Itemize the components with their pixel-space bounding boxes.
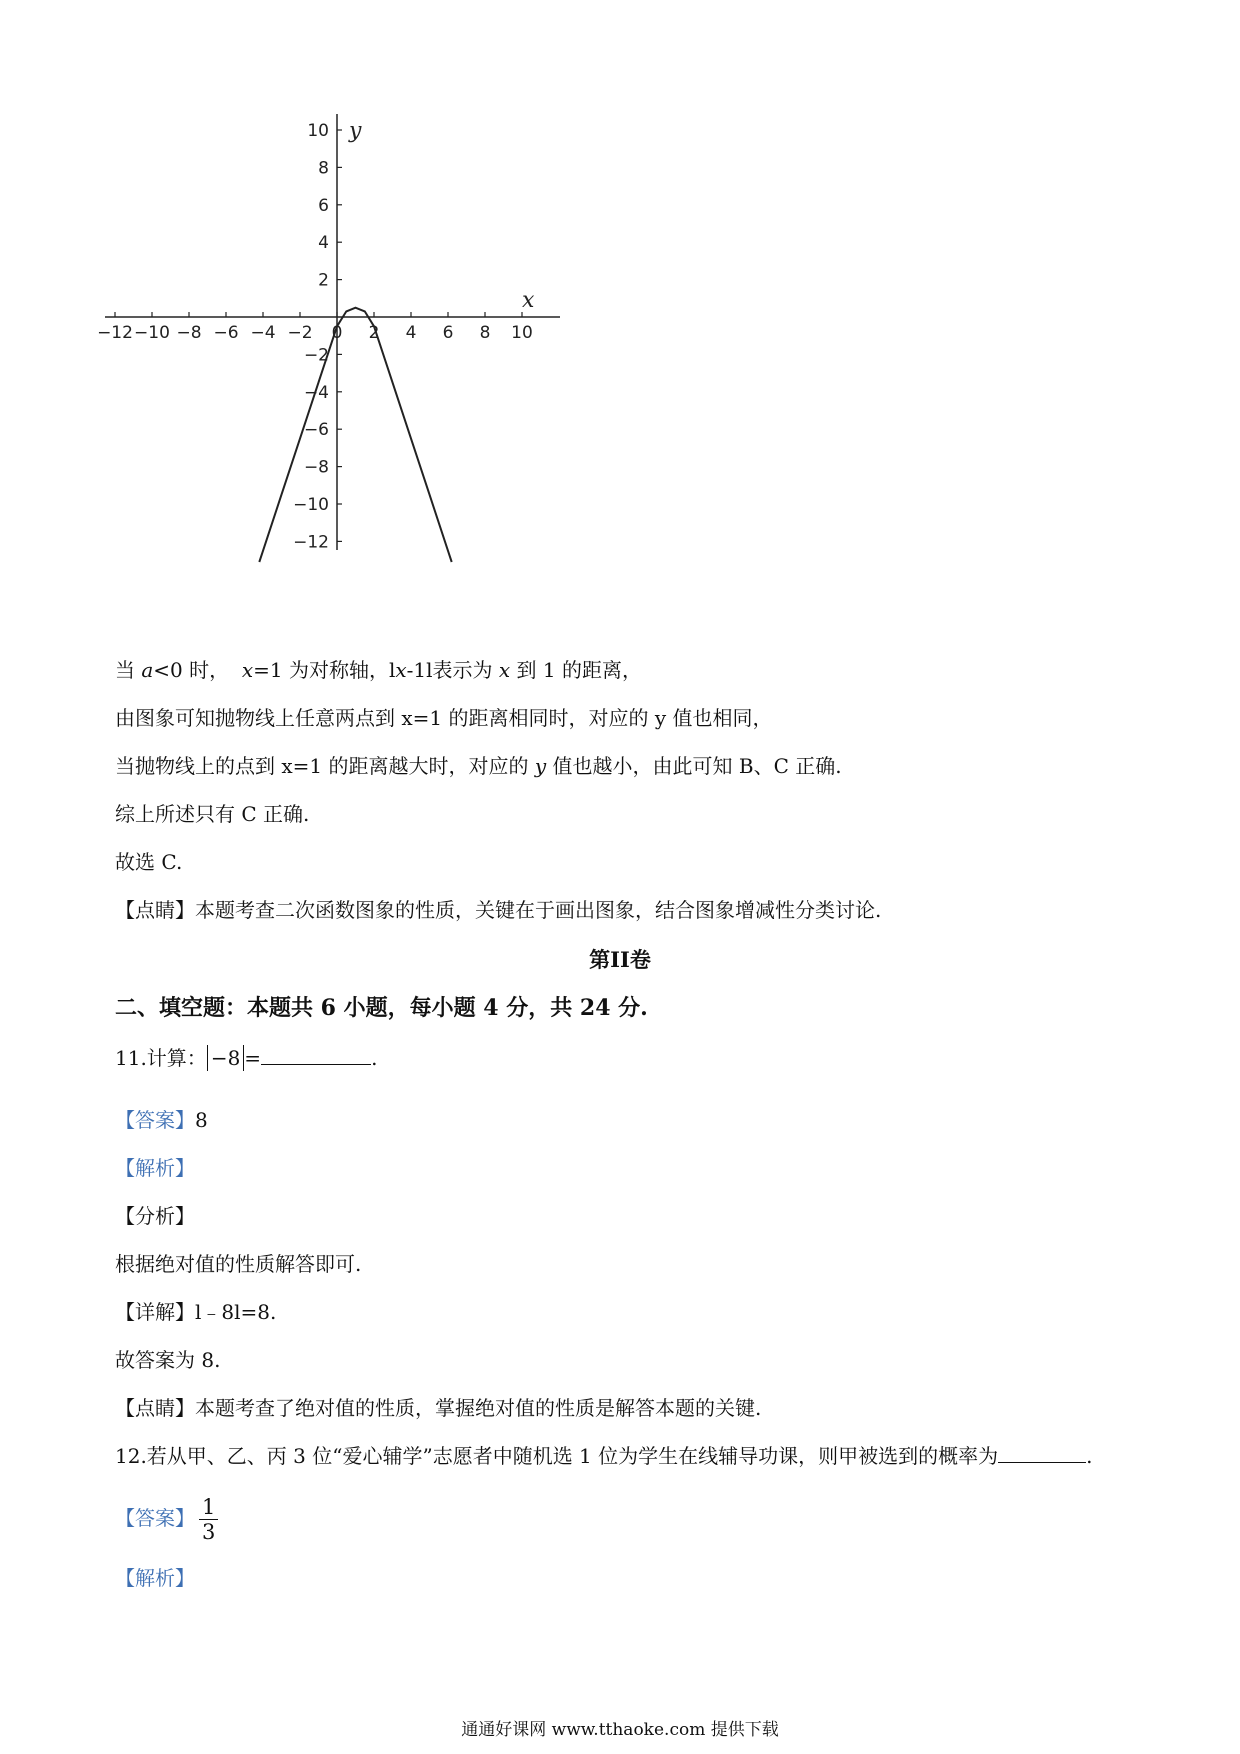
fraction-denominator: 3: [202, 1520, 216, 1544]
q11-dianjing: 【点睛】本题考查了绝对值的性质，掌握绝对值的性质是解答本题的关键.: [115, 1396, 762, 1420]
x-tick-label: −6: [213, 323, 239, 343]
q12-blank: [998, 1442, 1086, 1463]
x-tick-label: 10: [511, 323, 533, 343]
parabola-curve: [259, 308, 451, 562]
y-tick-label: 4: [318, 233, 329, 254]
text-line-4: 综上所述只有 C 正确.: [115, 802, 310, 826]
x-tick-label: 4: [405, 323, 417, 343]
page-footer: 通通好课网 www.tthaoke.com 提供下载: [461, 1720, 779, 1740]
answer-value: 8: [195, 1108, 208, 1132]
question-11: [115, 1044, 377, 1072]
q11-equals: =: [244, 1046, 262, 1070]
x-tick-label: 2: [368, 323, 380, 343]
x-tick-label: −4: [250, 323, 276, 343]
dianjing-line: 【点睛】本题考查二次函数图象的性质，关键在于画出图象，结合图象增减性分类讨论.: [115, 898, 882, 922]
answer-fraction: [199, 1495, 218, 1544]
answer-label: 【答案】: [115, 1108, 195, 1132]
y-tick-label: −12: [293, 532, 329, 553]
x-tick-label: −8: [176, 323, 202, 343]
q11-answer: [115, 1106, 208, 1134]
q12-analysis-label: 【解析】: [115, 1566, 195, 1590]
x-tick-labels: [97, 323, 533, 343]
y-tick-label: 8: [318, 158, 329, 179]
q11-fenxi-text: 根据绝对值的性质解答即可.: [115, 1252, 362, 1276]
text-line-1: 当 a<0 时， x=1 为对称轴，lx-1l表示为 x 到 1 的距离，: [115, 658, 642, 682]
q12-text: 12.若从甲、乙、丙 3 位“爱心辅学”志愿者中随机选 1 位为学生在线辅导功课，则甲被选到的概率为: [115, 1444, 999, 1468]
y-tick-label: 10: [307, 121, 329, 141]
q11-detail: 【详解】l﹣8l=8.: [115, 1300, 277, 1324]
y-tick-label: 2: [318, 270, 329, 291]
y-tick-label: −2: [303, 345, 329, 366]
part-title: 二、填空题：本题共 6 小题，每小题 4 分，共 24 分.: [115, 995, 648, 1021]
q11-fenxi-label: 【分析】: [115, 1204, 195, 1228]
y-axis-label: y: [349, 118, 362, 144]
y-tick-label: 6: [318, 195, 329, 216]
q11-end: .: [371, 1046, 378, 1070]
x-tick-label: 8: [479, 323, 491, 343]
y-tick-label: −8: [303, 457, 329, 478]
answer-label: 【答案】: [115, 1506, 195, 1530]
q11-analysis-label: 【解析】: [115, 1156, 195, 1180]
x-tick-label: −12: [97, 323, 133, 343]
x-tick-label: −10: [134, 323, 170, 343]
y-tick-label: −4: [303, 382, 329, 403]
text-line-2: 由图象可知抛物线上任意两点到 x=1 的距离相同时，对应的 y 值也相同，: [115, 706, 773, 730]
x-tick-label: 6: [442, 323, 454, 343]
volume-title: 第II卷: [589, 947, 651, 972]
text-line-3: 当抛物线上的点到 x=1 的距离越大时，对应的 y 值也越小，由此可知 B、C 正确.: [115, 754, 842, 778]
q12-end: .: [1086, 1444, 1093, 1468]
q12-answer: [115, 1490, 218, 1546]
q11-abs: −8: [207, 1045, 244, 1071]
q11-blank: [261, 1044, 371, 1065]
q11-conclusion: 故答案为 8.: [115, 1348, 221, 1372]
x-axis-label: x: [522, 288, 535, 313]
text-line-5: 故选 C.: [115, 850, 183, 874]
y-tick-label: −10: [293, 495, 329, 515]
x-tick-label: 0: [331, 323, 343, 343]
x-tick-label: −2: [287, 323, 313, 343]
parabola-graph: [97, 110, 565, 570]
y-tick-label: −6: [303, 420, 329, 441]
question-12: [115, 1442, 1093, 1470]
fraction-numerator: 1: [199, 1495, 218, 1520]
q11-prefix: 11.计算：: [115, 1046, 207, 1070]
